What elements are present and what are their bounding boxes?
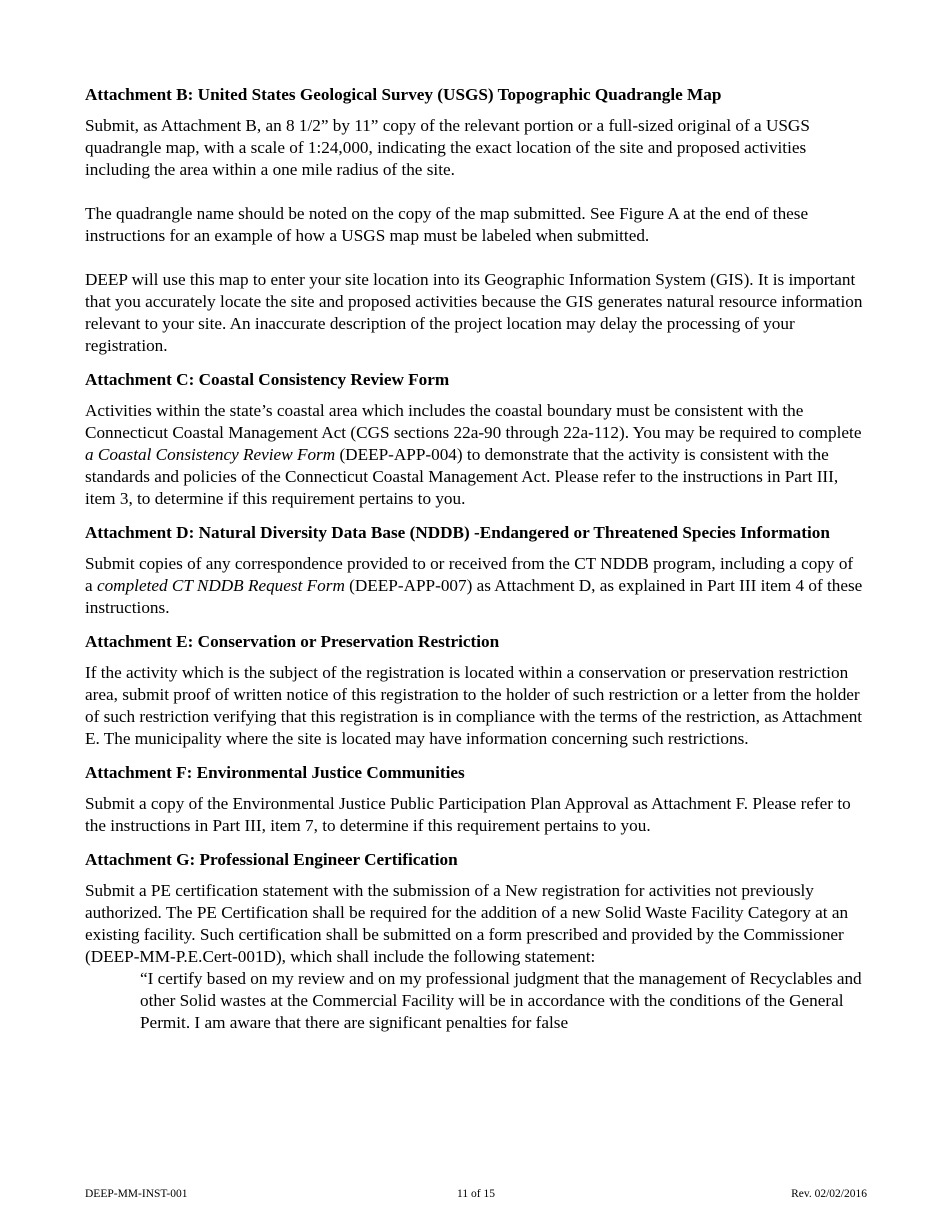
paragraph-f-1: Submit a copy of the Environmental Justice Public Participation Plan Approval as Attachment F. Please refer to the instructions in Part III, item 7, to determine if this requirement pertains to you.: [85, 794, 851, 835]
heading-attachment-d: Attachment D: Natural Diversity Data Base (NDDB) -Endangered or Threatened Species Information: [85, 523, 830, 542]
footer-page-number: 11 of 15: [457, 1188, 495, 1200]
paragraph-d-1: [85, 553, 865, 619]
paragraph-c-1: [85, 400, 865, 510]
heading-attachment-b: Attachment B: United States Geological Survey (USGS) Topographic Quadrangle Map: [85, 85, 722, 104]
heading-attachment-f: Attachment F: Environmental Justice Communities: [85, 763, 465, 782]
document-body: [85, 84, 865, 1034]
page-footer: [85, 1187, 867, 1201]
paragraph-b-2: The quadrangle name should be noted on the copy of the map submitted. See Figure A at the end of these instructions for an example of how a USGS map must be labeled when submitted.: [85, 204, 809, 245]
footer-doc-id: DEEP-MM-INST-001: [85, 1188, 188, 1200]
heading-attachment-g: Attachment G: Professional Engineer Certification: [85, 850, 458, 869]
paragraph-g-1: Submit a PE certification statement with the submission of a New registration for activities not previously authorized. The PE Certification shall be required for the addition of a new Solid Waste Facility Category at an existing facility. Such certification shall be submitted on a form prescribed and provided by the Commissioner (DEEP-MM-P.E.Cert-001D), which shall include the following statement:: [85, 881, 849, 966]
section-attachment-b: [85, 84, 865, 357]
section-attachment-c: [85, 369, 865, 510]
paragraph-d-1-italic: completed CT NDDB Request Form: [96, 576, 345, 595]
paragraph-b-1: Submit, as Attachment B, an 8 1/2” by 11” copy of the relevant portion or a full-sized original of a USGS quadrangle map, with a scale of 1:24,000, indicating the exact location of the site and proposed activities including the area within a one mile radius of the site.: [85, 116, 810, 179]
paragraph-d-1-text-b: (DEEP-APP-007) as Attachment D, as explained in Part III item 4 of these instructions.: [85, 576, 863, 617]
heading-attachment-c: Attachment C: Coastal Consistency Review Form: [85, 370, 450, 389]
footer-revision: Rev. 02/02/2016: [791, 1188, 867, 1200]
certification-quote: “I certify based on my review and on my professional judgment that the management of Recyclables and other Solid wastes at the Commercial Facility will be in accordance with the conditions of the General Permit. I am aware that there are significant penalties for false: [140, 969, 862, 1032]
paragraph-c-1-text-b: (DEEP-APP-004) to demonstrate that the activity is consistent with the standards and policies of the Connecticut Coastal Management Act. Please refer to the instructions in Part III, item 3, to determine if this requirement pertains to you.: [85, 445, 839, 508]
section-attachment-g: [85, 849, 865, 1034]
section-attachment-f: [85, 762, 865, 837]
paragraph-e-1: If the activity which is the subject of the registration is located within a conservation or preservation restriction area, submit proof of written notice of this registration to the holder of such restriction or a letter from the holder of such restriction verifying that this registration is in compliance with the terms of the restriction, as Attachment E. The municipality where the site is located may have information concerning such restrictions.: [85, 663, 863, 748]
paragraph-c-1-italic: a Coastal Consistency Review Form: [85, 445, 336, 464]
paragraph-b-3: DEEP will use this map to enter your site location into its Geographic Information System (GIS). It is important that you accurately locate the site and proposed activities because the GIS generates natural resource information relevant to your site. An inaccurate description of the project location may delay the processing of your registration.: [85, 270, 863, 355]
paragraph-d-1-text-a: Submit copies of any correspondence provided to or received from the CT NDDB program, including a copy of a: [85, 554, 854, 595]
section-attachment-d: [85, 522, 865, 619]
section-attachment-e: [85, 631, 865, 750]
heading-attachment-e: Attachment E: Conservation or Preservation Restriction: [85, 632, 500, 651]
paragraph-c-1-text-a: Activities within the state’s coastal area which includes the coastal boundary must be consistent with the Connecticut Coastal Management Act (CGS sections 22a-90 through 22a-112). You may be required to complete: [85, 401, 862, 442]
